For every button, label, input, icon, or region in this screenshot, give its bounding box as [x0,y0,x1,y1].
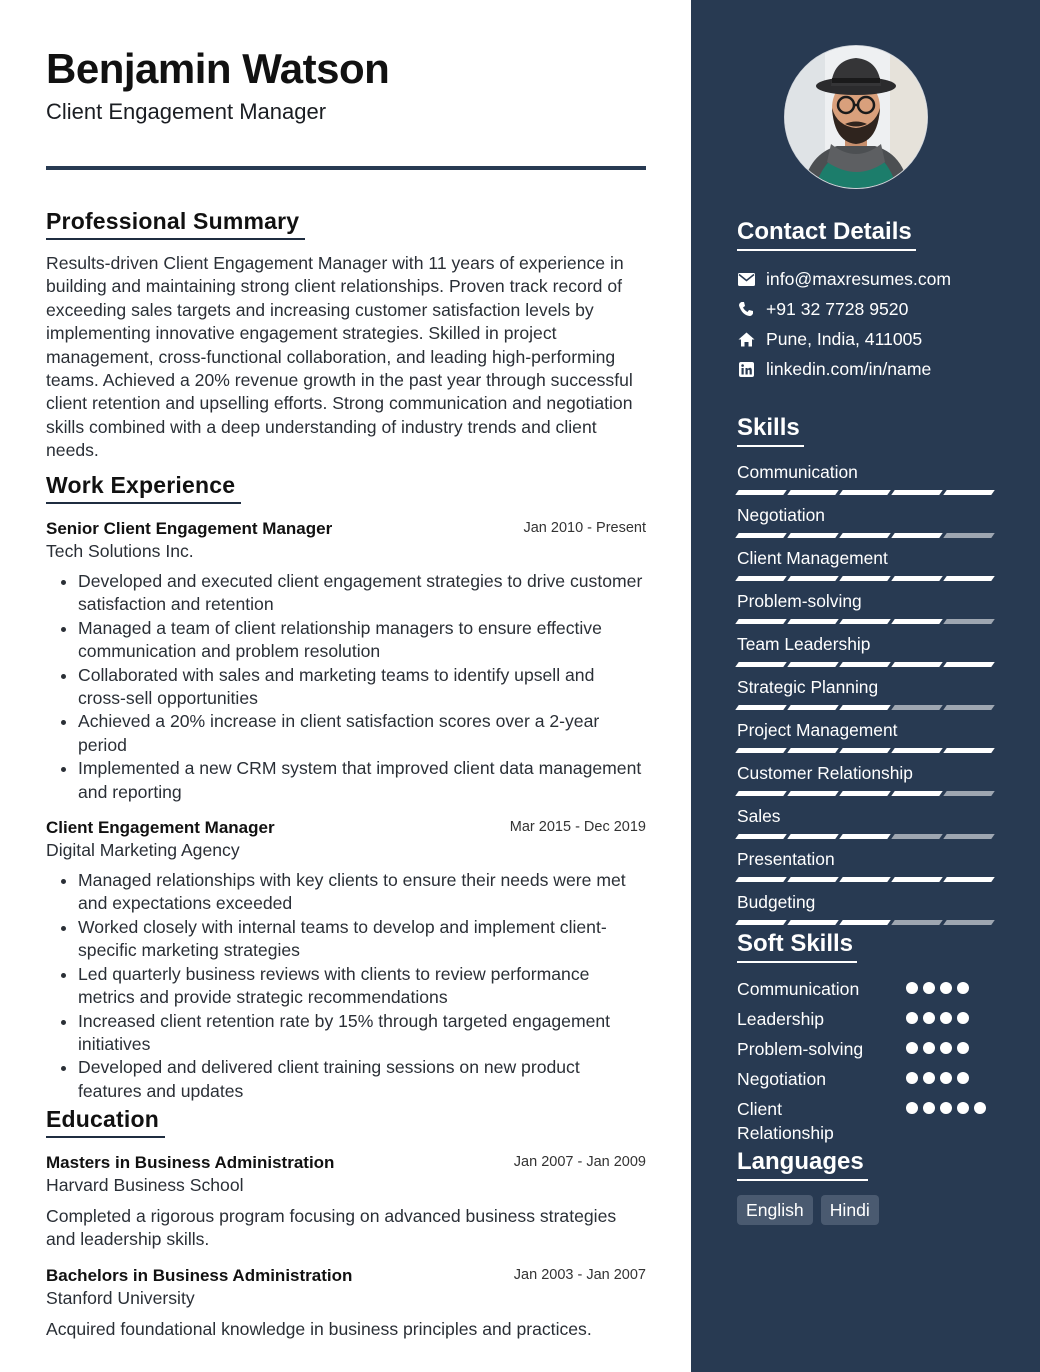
skill-level-segment [735,490,787,495]
profile-photo [785,46,927,188]
skill-level-segment [891,791,943,796]
soft-skill-item [737,1063,1027,1093]
skill-level-segment [891,490,943,495]
skill-level-segment [839,705,891,710]
skills-section [737,414,997,933]
skill-level-segment [787,748,839,753]
rating-dot [940,1102,952,1114]
rating-dot [923,1072,935,1084]
job-title: Senior Client Engagement Manager [46,519,333,538]
linkedin-icon [737,360,755,378]
job-date: Jan 2010 - Present [523,520,646,536]
work-title: Work Experience [46,472,241,504]
soft-skills-list [737,973,1027,1141]
skill-level-segment [735,834,787,839]
skill-item [737,847,997,890]
job-bullets [46,869,646,1103]
job-bullet: • Developed and executed client engagement strategies to drive customer satisfaction and retention [78,570,646,617]
skill-level-segment [943,490,995,495]
job-bullet: • Increased client retention rate by 15% through targeted engagement initiatives [78,1010,646,1057]
rating-dot [957,1042,969,1054]
skills-list [737,460,997,933]
rating-dot [940,982,952,994]
rating-dot [957,982,969,994]
skill-level-segment [735,619,787,624]
linkedin-text: linkedin.com/in/name [766,358,932,379]
school-name: Stanford University [46,1287,195,1308]
skill-level-segment [787,877,839,882]
skill-level-segment [891,920,943,925]
skill-level-segment [787,920,839,925]
skill-level-segment [787,490,839,495]
skill-level-segment [787,705,839,710]
rating-dot [906,982,918,994]
skill-level-segment [891,834,943,839]
skill-item [737,589,997,632]
skill-name: Client Management [737,548,888,568]
skill-level-segment [735,748,787,753]
degree-title: Bachelors in Business Administration [46,1265,353,1285]
rating-dot [940,1042,952,1054]
education-entry [46,1265,646,1341]
skill-level-segment [787,662,839,667]
soft-skill-item [737,1093,1027,1141]
job-bullet: • Managed a team of client relationship managers to ensure effective communication and problem resolution [78,617,646,664]
skill-level-segment [943,748,995,753]
skill-level-segment [891,705,943,710]
languages-title: Languages [737,1148,868,1181]
job-entry [46,817,646,1103]
skill-level-segment [839,877,891,882]
rating-dot [906,1102,918,1114]
skill-level-bar [737,662,997,667]
education-title: Education [46,1106,165,1138]
skill-name: Communication [737,462,858,482]
skill-level-segment [787,791,839,796]
skills-title: Skills [737,414,804,447]
skill-item [737,503,997,546]
skill-level-segment [891,662,943,667]
skill-level-segment [735,576,787,581]
skill-name: Team Leadership [737,634,871,654]
rating-dot [957,1072,969,1084]
soft-skill-name: Leadership [737,1009,825,1029]
skill-name: Presentation [737,849,835,869]
address-text: Pune, India, 411005 [766,328,923,349]
rating-dot [906,1012,918,1024]
contact-linkedin[interactable] [737,354,1027,384]
job-company: Digital Marketing Agency [46,840,240,861]
skill-level-segment [891,748,943,753]
rating-dot [974,1102,986,1114]
rating-dot [906,1072,918,1084]
soft-skill-item [737,973,1027,1003]
education-entry [46,1152,646,1252]
skill-item [737,718,997,761]
skill-level-segment [943,705,995,710]
skill-level-segment [735,791,787,796]
skill-level-segment [943,920,995,925]
job-bullet: • Collaborated with sales and marketing teams to identify upsell and cross-sell opportunities [78,664,646,711]
skill-level-bar [737,576,997,581]
home-icon [737,330,755,348]
languages-section [737,1148,1027,1225]
rating-dot [957,1012,969,1024]
degree-title: Masters in Business Administration [46,1153,335,1172]
soft-skill-name: Client Relationship [737,1099,834,1143]
skill-item [737,675,997,718]
summary-text: Results-driven Client Engagement Manager with 11 years of experience in building and maintaining strong client relationships. Proven track record of exceeding sales targets and increasing customer satisfaction levels by implementing innovative engagement strategies. Skilled in project management, cross-functional collaboration, and leading high-performing teams. Achieved a 20% revenue growth in the past year through successful client retention and upselling efforts. Strong communication and negotiation skills combined with a deep understanding of industry trends and client needs. [46,253,633,461]
email-text: info@maxresumes.com [766,268,952,289]
skill-level-segment [735,877,787,882]
skill-item [737,460,997,503]
skill-level-segment [735,662,787,667]
skill-name: Negotiation [737,505,825,525]
skill-level-segment [839,533,891,538]
skill-level-segment [943,619,995,624]
education-date: Jan 2003 - Jan 2007 [513,1266,646,1283]
skill-name: Budgeting [737,892,816,912]
work-experience-section [46,472,646,1103]
header-divider [46,166,646,170]
skill-level-segment [943,662,995,667]
soft-skill-name: Communication [737,979,860,999]
skill-name: Strategic Planning [737,677,879,697]
skill-level-segment [839,576,891,581]
skill-level-segment [839,662,891,667]
skill-name: Sales [737,806,781,826]
phone-text: +91 32 7728 9520 [766,298,909,319]
job-bullet: • Implemented a new CRM system that improved client data management and reporting [78,757,646,804]
education-section [46,1106,646,1341]
skill-level-segment [735,533,787,538]
job-title: Client Engagement Manager [46,818,275,838]
skill-level-segment [839,490,891,495]
skill-name: Project Management [737,720,898,740]
skill-name: Customer Relationship [737,763,913,783]
soft-skill-rating [906,1072,969,1084]
skill-level-segment [943,877,995,882]
skill-level-segment [891,576,943,581]
skill-level-segment [839,920,891,925]
language-chip: Hindi [821,1195,879,1225]
job-bullet: • Managed relationships with key clients to ensure their needs were met and expectations exceeded [78,869,646,916]
skill-level-segment [787,619,839,624]
contact-email[interactable] [737,264,1027,294]
skill-level-segment [891,533,943,538]
skill-level-segment [839,619,891,624]
job-bullet: • Led quarterly business reviews with clients to review performance metrics and provide strategic recommendations [78,963,646,1010]
skill-name: Problem-solving [737,591,862,611]
skill-level-bar [737,748,997,753]
sidebar [691,0,1040,1372]
skill-level-segment [891,877,943,882]
skill-level-segment [943,791,995,796]
skill-level-segment [839,791,891,796]
skill-level-bar [737,791,997,796]
soft-skills-section [737,930,1027,1141]
soft-skill-name: Problem-solving [737,1039,864,1059]
skill-level-segment [891,619,943,624]
rating-dot [940,1012,952,1024]
language-chip: English [737,1195,813,1225]
header [46,40,646,126]
rating-dot [923,982,935,994]
skill-level-bar [737,705,997,710]
rating-dot [940,1072,952,1084]
skill-level-segment [787,533,839,538]
job-entry [46,518,646,804]
skill-level-bar [737,877,997,882]
skill-level-segment [839,834,891,839]
skill-level-bar [737,834,997,839]
school-name: Harvard Business School [46,1175,244,1195]
skill-level-bar [737,490,997,495]
skill-level-segment [943,533,995,538]
summary-section [46,208,646,463]
skill-level-bar [737,619,997,624]
education-description: Completed a rigorous program focusing on advanced business strategies and leadership skills. [46,1206,617,1250]
skill-item [737,632,997,675]
skill-item [737,761,997,804]
rating-dot [923,1012,935,1024]
contact-phone[interactable] [737,294,1027,324]
skill-level-bar [737,920,997,925]
education-date: Jan 2007 - Jan 2009 [513,1154,646,1170]
skill-item [737,546,997,589]
skill-item [737,890,997,933]
summary-title: Professional Summary [46,208,305,240]
soft-skill-rating [906,1102,986,1114]
rating-dot [906,1042,918,1054]
rating-dot [923,1102,935,1114]
contact-address [737,324,1027,354]
rating-dot [923,1042,935,1054]
job-bullets [46,570,646,804]
skill-level-segment [839,748,891,753]
skill-level-segment [735,705,787,710]
phone-icon [737,300,755,318]
contact-section [737,218,1027,384]
skill-level-bar [737,533,997,538]
soft-skill-item [737,1033,1027,1063]
soft-skill-rating [906,1012,969,1024]
soft-skill-name: Negotiation [737,1069,827,1089]
candidate-name: Benjamin Watson [46,45,390,92]
soft-skills-title: Soft Skills [737,930,857,963]
envelope-icon [737,270,755,288]
skill-level-segment [943,834,995,839]
job-bullet: • Worked closely with internal teams to develop and implement client-specific marketing strategies [78,916,646,963]
candidate-role: Client Engagement Manager [46,99,327,124]
rating-dot [957,1102,969,1114]
soft-skill-item [737,1003,1027,1033]
job-bullet: • Achieved a 20% increase in client satisfaction scores over a 2-year period [78,710,646,757]
soft-skill-rating [906,1042,969,1054]
job-bullet: • Developed and delivered client training sessions on new product features and updates [78,1056,646,1103]
avatar [784,45,928,189]
soft-skill-rating [906,982,969,994]
job-date: Mar 2015 - Dec 2019 [509,819,646,836]
skill-level-segment [787,834,839,839]
education-description: Acquired foundational knowledge in business principles and practices. [46,1318,592,1339]
skill-level-segment [787,576,839,581]
skill-level-segment [735,920,787,925]
language-chips [737,1195,1027,1225]
job-company: Tech Solutions Inc. [46,541,194,561]
skill-item [737,804,997,847]
contact-title: Contact Details [737,218,916,251]
skill-level-segment [943,576,995,581]
